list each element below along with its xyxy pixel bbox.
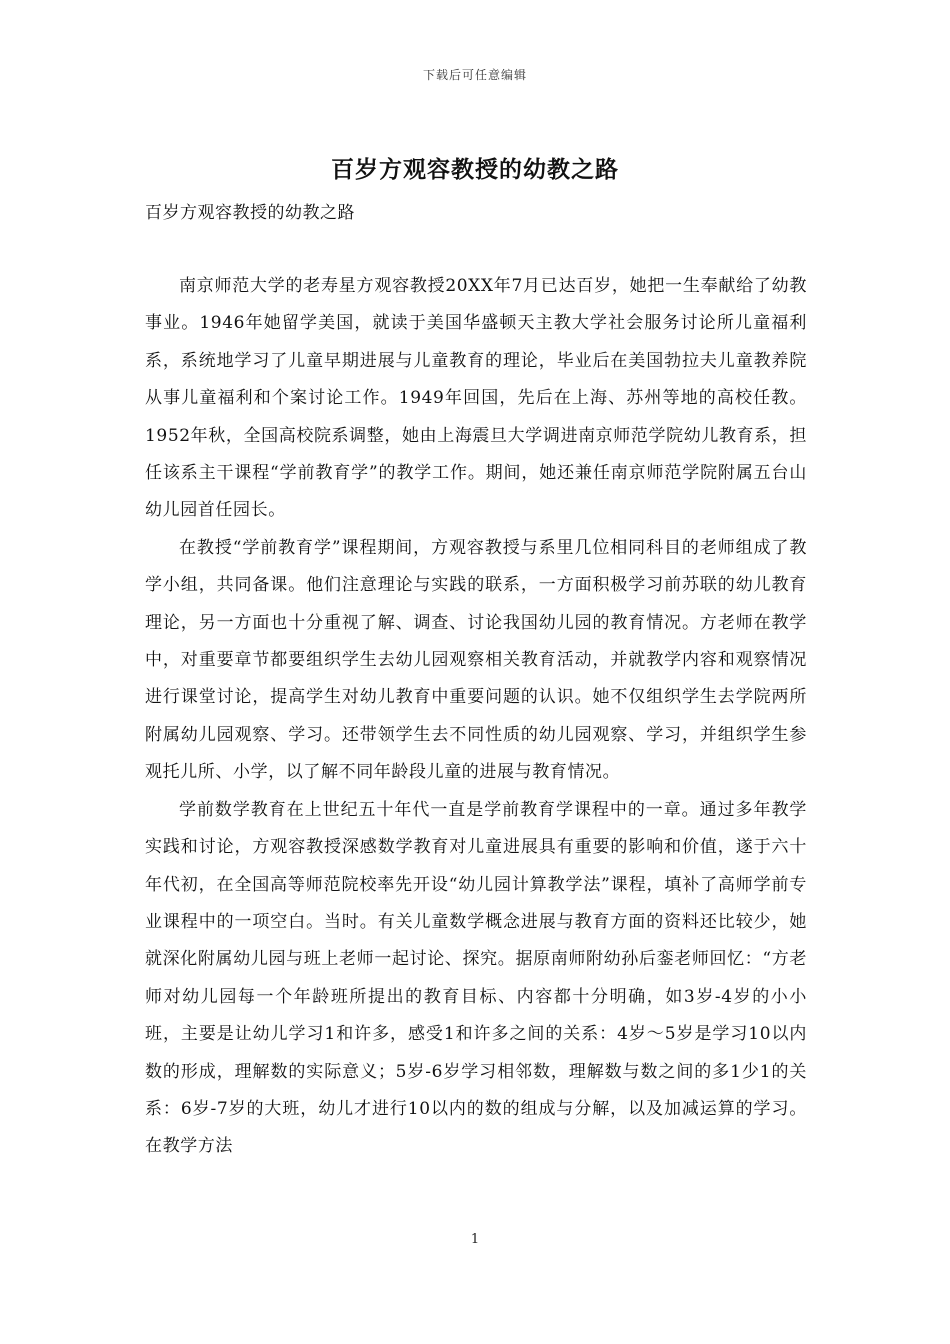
document-body <box>145 268 807 1166</box>
page-number: 1 <box>470 1232 480 1247</box>
document-title: 百岁方观容教授的幼教之路 <box>331 156 619 183</box>
paragraph-1: 南京师范大学的老寿星方观容教授20XX年7月已达百岁，她把一生奉献给了幼教事业。1946年她留学美国，就读于美国华盛顿天主教大学社会服务讨论所儿童福利系，系统地学习了儿童早期进展与儿童教育的理论，毕业后在美国勃拉夫儿童教养院从事儿童福利和个案讨论工作。1949年回国，先后在上海、苏州等地的高校任教。1952年秋，全国高校院系调整，她由上海震旦大学调进南京师范学院幼儿教育系，担任该系主干课程“学前教育学”的教学工作。期间，她还兼任南京师范学院附属五台山幼儿园首任园长。 <box>145 276 807 521</box>
paragraph-2: 在教授“学前教育学”课程期间，方观容教授与系里几位相同科目的老师组成了教学小组，共同备课。他们注意理论与实践的联系，一方面积极学习前苏联的幼儿教育理论，另一方面也十分重视了解、调查、讨论我国幼儿园的教育情况。方老师在教学中，对重要章节都要组织学生去幼儿园观察相关教育活动，并就教学内容和观察情况进行课堂讨论，提高学生对幼儿教育中重要问题的认识。她不仅组织学生去学院两所附属幼儿园观察、学习。还带领学生去不同性质的幼儿园观察、学习，并组织学生参观托儿所、小学，以了解不同年龄段儿童的进展与教育情况。 <box>145 537 807 783</box>
document-subtitle: 百岁方观容教授的幼教之路 <box>145 203 355 223</box>
paragraph-3: 学前数学教育在上世纪五十年代一直是学前教育学课程中的一章。通过多年教学实践和讨论，方观容教授深感数学教育对儿童进展具有重要的影响和价值，遂于六十年代初，在全国高等师范院校率先开设“幼儿园计算教学法”课程，填补了高师学前专业课程中的一项空白。当时。有关儿童数学概念进展与教育方面的资料还比较少，她就深化附属幼儿园与班上老师一起讨论、探究。据原南师附幼孙后銮老师回忆：“方老师对幼儿园每一个年龄班所提出的教育目标、内容都十分明确，如3岁-4岁的小小班，主要是让幼儿学习1和许多，感受1和许多之间的关系：4岁～5岁是学习10以内数的形成，理解数的实际意义；5岁-6岁学习相邻数，理解数与数之间的多1少1的关系：6岁-7岁的大班，幼儿才进行10以内的数的组成与分解，以及加减运算的学习。在教学方法 <box>145 799 807 1157</box>
page-header-note: 下载后可任意编辑 <box>422 68 527 82</box>
